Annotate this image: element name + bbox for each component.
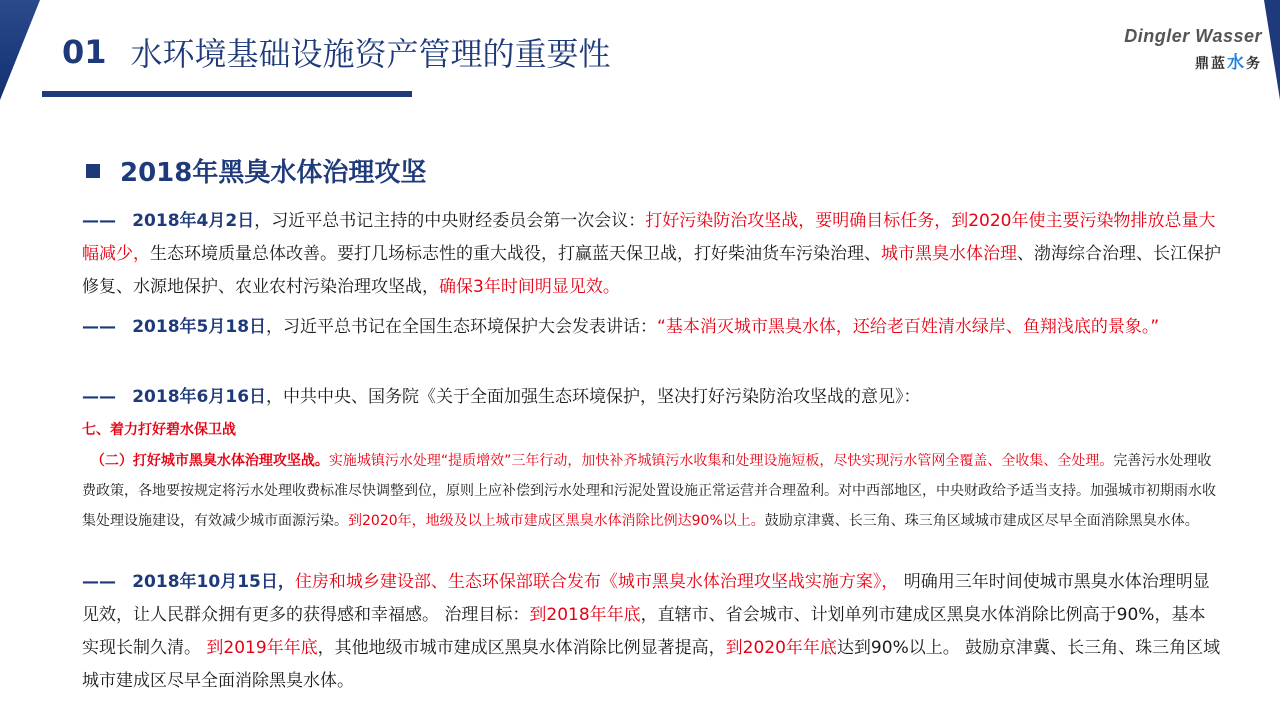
item-text: 生态环境质量总体改善。要打几场标志性的重大战役，打赢蓝天保卫战，打好柴油货车污染治理、 <box>150 244 881 264</box>
item-date: 2018年4月2日 <box>132 211 255 231</box>
item-dash: —— <box>82 317 116 337</box>
item-highlight: 到2018年年底 <box>529 605 641 625</box>
logo-chinese <box>1042 48 1262 73</box>
header-underline <box>42 91 412 97</box>
section-number: 01 <box>62 33 107 71</box>
item-date: 2018年6月16日 <box>132 387 267 407</box>
item-2018-06-16 <box>82 381 1222 414</box>
logo-cn-part-a: 鼎蓝 <box>1195 56 1227 72</box>
logo-cn-part-b: 水 <box>1227 53 1246 73</box>
logo-english: Dingler Wasser <box>1124 26 1262 46</box>
item-2018-05-18 <box>82 311 1222 344</box>
item-text: ，习近平总书记在全国生态环境保护大会发表讲话： <box>266 317 658 337</box>
item-2018-10-15 <box>82 566 1222 698</box>
corner-decoration-left <box>0 0 40 100</box>
item-highlight: 到2020年年底 <box>725 638 837 658</box>
corner-decoration-right <box>1264 0 1280 100</box>
item-highlight: 打好污染防治攻坚战，要明确目标任务，到2020年使主要污染物排放总量大幅减少， <box>82 211 1216 264</box>
page-title: 水环境基础设施资产管理的重要性 <box>130 35 611 73</box>
section-heading-text: 2018年黑臭水体治理攻坚 <box>120 158 427 188</box>
item-text: 明确用三年时间使城市黑臭水体治理明显见效，让人民群众拥有更多的获得感和幸福感。 治理目标： <box>82 572 1210 625</box>
sub-highlight: 到2020年，地级及以上城市建成区黑臭水体消除比例达90%以上。 <box>348 513 765 529</box>
logo-cn-part-c: 务 <box>1246 56 1262 72</box>
item-text: ，中共中央、国务院《关于全面加强生态环境保护，坚决打好污染防治攻坚战的意见》： <box>266 387 921 407</box>
company-logo <box>1042 26 1262 73</box>
item-dash: —— <box>82 572 116 592</box>
square-bullet-icon <box>86 164 100 178</box>
sub-paragraph <box>82 446 1222 536</box>
item-2018-04-02 <box>82 205 1222 304</box>
item-text: 达到90%以上。 鼓励京津冀、长三角、珠三角区域城市建成区尽早全面消除黑臭水体。 <box>82 638 1221 691</box>
item-highlight: 确保3年时间明显见效。 <box>439 277 620 297</box>
item-dash: —— <box>82 211 116 231</box>
page-header <box>62 28 611 76</box>
sub-heading: 七、着力打好碧水保卫战 <box>82 422 236 438</box>
sub-label: （二）打好城市黑臭水体治理攻坚战。 <box>90 453 329 469</box>
item-highlight: 城市黑臭水体治理 <box>881 244 1017 264</box>
sub-text: 鼓励京津冀、长三角、珠三角区域城市建成区尽早全面消除黑臭水体。 <box>764 513 1199 529</box>
item-dash: —— <box>82 387 116 407</box>
item-date: 2018年5月18日 <box>132 317 267 337</box>
item-highlight: 住房和城乡建设部、生态环保部联合发布《城市黑臭水体治理攻坚战实施方案》， <box>294 572 899 592</box>
item-highlight: “基本消灭城市黑臭水体，还给老百姓清水绿岸、鱼翔浅底的景象。” <box>657 317 1160 337</box>
sub-highlight: 实施城镇污水处理“提质增效”三年行动，加快补齐城镇污水收集和处理设施短板，尽快实现污水管网全覆盖、全收集、全处理。 <box>328 453 1114 469</box>
item-text: ，直辖市、省会城市、计划单列市建成区黑臭水体消除比例高于90%，基本实现长制久清。 <box>82 605 1206 658</box>
sub-text: 完善污水处理收费政策，各地要按规定将污水处理收费标准尽快调整到位，原则上应补偿到污水处理和污泥处置设施正常运营并合理盈利。对中西部地区，中央财政给予适当支持。加强城市初期雨水收集处理设施建设，有效减少城市面源污染。 <box>82 453 1216 529</box>
item-text: 、渤海综合治理、长江保护修复、水源地保护、农业农村污染治理攻坚战， <box>82 244 1221 297</box>
item-text: ，其他地级市城市建成区黑臭水体消除比例显著提高， <box>317 638 726 658</box>
item-separator: ， <box>277 572 295 592</box>
item-text: ，习近平总书记主持的中央财经委员会第一次会议： <box>254 211 646 231</box>
item-date: 2018年10月15日 <box>132 572 278 592</box>
item-highlight: 到2019年年底 <box>206 638 318 658</box>
section-heading <box>86 152 426 189</box>
